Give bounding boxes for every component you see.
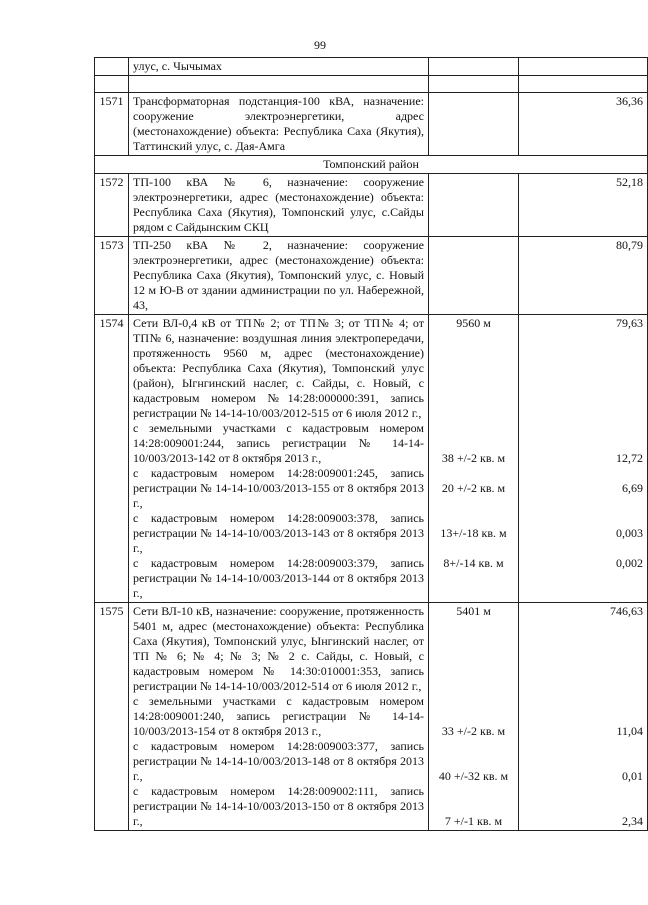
segment-cost: 0,003 [616, 526, 643, 540]
row-cost: 80,79 [519, 237, 648, 315]
table-row [95, 174, 648, 237]
section-title: Томпонский район [95, 156, 648, 174]
segment-text: с кадастровым номером 14:28:009003:379, запись регистрации № 14-14-10/003/2013-144 от 8 октября 2013 г., [133, 556, 424, 600]
table-row [95, 93, 648, 156]
page-number: 99 [314, 38, 326, 52]
segment-area: 40 +/-32 кв. м [438, 769, 509, 783]
row-number [95, 58, 129, 76]
row-cost [519, 315, 648, 603]
segment-text: Сети ВЛ-10 кВ, назначение: сооружение, протяженность 5401 м, адрес (местонахождение) объекта: Республика Саха (Якутия), Томпонский улус, Ынгинский наслег, от ТП № 6; № 4; № 3; № 2 с. Сайды, с. Новый, с кадастровым номером № 14:30:010001:353, запись регистрации № 14-14-10/003/2012-514 от 6 июля 2012 г., [133, 604, 424, 693]
segment-area: 38 +/-2 кв. м [441, 451, 506, 465]
segment-area: 8+/-14 кв. м [443, 556, 504, 570]
row-cost: 52,18 [519, 174, 648, 237]
segment-text: с земельными участками с кадастровым номером 14:28:009001:244, запись регистрации № 14-14-10/003/2013-142 от 8 октября 2013 г., [133, 421, 424, 465]
row-number: 1573 [95, 237, 129, 315]
segment-cost: 746,63 [610, 604, 643, 618]
segment-area: 9560 м [456, 316, 491, 330]
row-area [429, 58, 519, 76]
row-cost [519, 603, 648, 831]
row-number: 1571 [95, 93, 129, 156]
segment-text: с кадастровым номером 14:28:009003:377, запись регистрации № 14-14-10/003/2013-148 от 8 октября 2013 г., [133, 739, 424, 783]
segment-cost: 2,34 [622, 814, 643, 828]
row-description: улус, с. Чычымах [129, 58, 429, 76]
row-number: 1575 [95, 603, 129, 831]
segment-area: 7 +/-1 кв. м [444, 814, 503, 828]
segment-cost: 79,63 [616, 316, 643, 330]
row-description: ТП-100 кВА № 6, назначение: сооружение электроэнергетики, адрес (местонахождение) объекта: Республика Саха (Якутия), Томпонский улус, с.Сайды рядом с Сайдынским СКЦ [129, 174, 429, 237]
table-row [95, 603, 648, 831]
segment-text: с кадастровым номером 14:28:009002:111, запись регистрации № 14-14-10/003/2013-150 от 8 октября 2013 г., [133, 784, 424, 828]
segment-cost: 6,69 [622, 481, 643, 495]
row-cost: 36,36 [519, 93, 648, 156]
row-area [429, 93, 519, 156]
segment-cost: 12,72 [616, 451, 643, 465]
segment-area: 13+/-18 кв. м [440, 526, 507, 540]
table-row [95, 76, 648, 93]
row-description [129, 603, 429, 831]
row-area [429, 174, 519, 237]
row-description [129, 315, 429, 603]
segment-cost: 0,01 [622, 769, 643, 783]
row-area [429, 237, 519, 315]
segment-text: Сети ВЛ-0,4 кВ от ТП№ 2; от ТП№ 3; от ТП№ 4; от ТП№ 6, назначение: воздушная линия электропередачи, протяженность 9560 м, адрес (местонахождение) объекта: Республика Саха (Якутия), Томпонский улус (район), Ыгнгинский наслег, с. Сайды, с. Новый, с кадастровым номером №14:28:000000:391, запись регистрации № 14-14-10/003/2012-515 от 6 июля 2012 г., [133, 316, 424, 420]
segment-text: с кадастровым номером 14:28:009001:245, запись регистрации № 14-14-10/003/2013-155 от 8 октября 2013 г., [133, 466, 424, 510]
row-area [429, 315, 519, 603]
row-number: 1572 [95, 174, 129, 237]
segment-area: 33 +/-2 кв. м [441, 724, 506, 738]
segment-area: 20 +/-2 кв. м [441, 481, 506, 495]
table-row [95, 58, 648, 76]
segment-text: с земельными участками с кадастровым номером 14:28:009001:240, запись регистрации № 14-14-10/003/2013-154 от 8 октября 2013 г., [133, 694, 424, 738]
segment-area: 5401 м [456, 604, 491, 618]
table-row [95, 315, 648, 603]
property-registry-table [94, 57, 648, 831]
row-description: Трансформаторная подстанция-100 кВА, назначение: сооружение электроэнергетики, адрес (местонахождение) объекта: Республика Саха (Якутия), Таттинский улус, с. Дая-Амга [129, 93, 429, 156]
table-row [95, 237, 648, 315]
segment-cost: 11,04 [616, 724, 643, 738]
segment-text: с кадастровым номером 14:28:009003:378, запись регистрации № 14-14-10/003/2013-143 от 8 октября 2013 г., [133, 511, 424, 555]
segment-cost: 0,002 [616, 556, 643, 570]
row-number: 1574 [95, 315, 129, 603]
row-description: ТП-250 кВА № 2, назначение: сооружение электроэнергетики, адрес (местонахождение) объекта: Республика Саха (Якутия), Томпонский улус, с. Новый 12 м Ю-В от здании администрации по ул. Набережной, 43, [129, 237, 429, 315]
row-area [429, 603, 519, 831]
row-cost [519, 58, 648, 76]
section-row [95, 156, 648, 174]
